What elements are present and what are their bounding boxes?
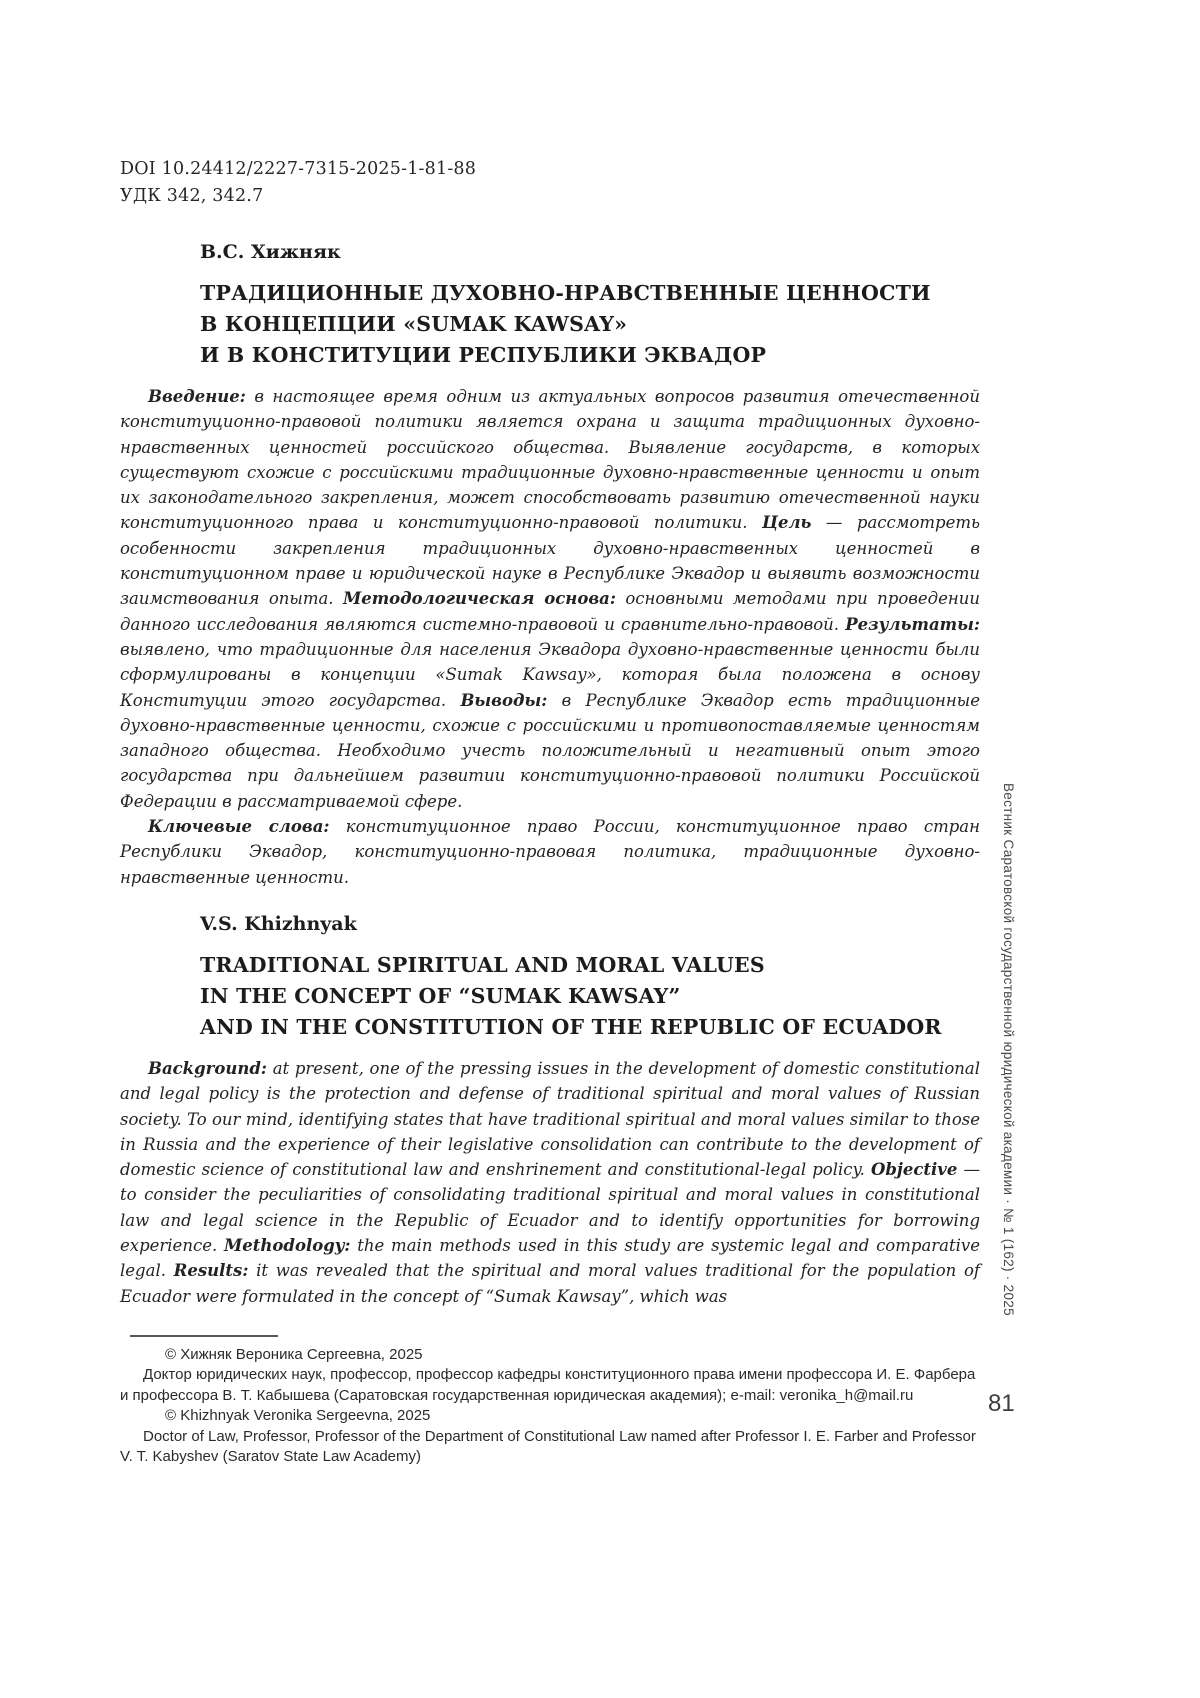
- article-page-content: [120, 156, 980, 1468]
- author-name-ru: В.С. Хижняк: [200, 241, 341, 263]
- author-name-en: V.S. Khizhnyak: [200, 912, 357, 935]
- keywords-ru: Ключевые слова: конституционное право России, конституционное право стран Республики Эквадор, конституционно-правовая политика, традиционные духовно-нравственные ценности.: [120, 817, 980, 887]
- article-title-en-line-3: AND IN THE CONSTITUTION OF THE REPUBLIC OF ECUADOR: [200, 1014, 942, 1039]
- article-title-ru-line-1: ТРАДИЦИОННЫЕ ДУХОВНО-НРАВСТВЕННЫЕ ЦЕННОСТИ: [200, 281, 931, 305]
- udk-line: УДК 342, 342.7: [120, 186, 264, 206]
- article-meta: [120, 156, 980, 210]
- footnote-bio-en: Doctor of Law, Professor, Professor of the Department of Constitutional Law named after Professor I. E. Farber and Professor V. T. Kabyshev (Saratov State Law Academy): [120, 1427, 976, 1466]
- abstract-en: Background: at present, one of the pressing issues in the development of domestic constitutional and legal policy is the protection and defense of traditional spiritual and moral values of Russian society. To our mind, identifying states that have traditional spiritual and moral values similar to those in Russia and the experience of their legislative consolidation can contribute to the development of domestic science of constitutional law and enshrinement and constitutional-legal policy. Objective — to consider the peculiarities of consolidating traditional spiritual and moral values in constitutional law and legal science in the Republic of Ecuador and to identify opportunities for borrowing experience. Methodology: the main methods used in this study are systemic legal and comparative legal. Results: it was revealed that the spiritual and moral values traditional for the population of Ecuador were formulated in the concept of “Sumak Kawsay”, which was: [120, 1058, 981, 1306]
- abstract-ru: Введение: в настоящее время одним из актуальных вопросов развития отечественной конституционно-правовой политики является охрана и защита традиционных духовно-нравственных ценностей российского общества. Выявление государств, в которых существуют схожие с российскими традиционные духовно-нравственные ценности и опыт их законодательного закрепления, может способствовать развитию отечественной науки конституционного права и конституционно-правовой политики. Цель — рассмотреть особенности закрепления традиционных духовно-нравственных ценностей в конституционном праве и юридической науке в Республике Эквадор и выявить возможности заимствования опыта. Методологическая основа: основными методами при проведении данного исследования являются системно-правовой и сравнительно-правовой. Результаты: выявлено, что традиционные для населения Эквадора духовно-нравственные ценности были сформулированы в концепции «Sumak Kawsay», которая была положена в основу Конституции этого государства. Выводы: в Республике Эквадор есть традиционные духовно-нравственные ценности, схожие с российскими и противопоставляемые ценностям западного общества. Необходимо учесть положительный и негативный опыт этого государства при дальнейшем развитии конституционно-правовой политики Российской Федерации в рассматриваемой сфере.: [120, 387, 981, 811]
- doi-line: DOI 10.24412/2227-7315-2025-1-81-88: [120, 159, 477, 179]
- article-title-en: [200, 950, 980, 1043]
- footnote-block: [120, 1335, 980, 1468]
- footnote-copyright-ru: © Хижняк Вероника Сергеевна, 2025: [165, 1345, 423, 1363]
- article-title-ru: [200, 278, 980, 371]
- page-number: 81: [988, 1390, 1015, 1417]
- footnote-bio-ru: Доктор юридических наук, профессор, профессор кафедры конституционного права имени профессора И. Е. Фарбера и профессора В. Т. Кабышева (Саратовская государственная юридическая академия); e-mail: veronika_h@mail.ru: [120, 1366, 976, 1404]
- journal-spine-text: Вестник Саратовской государственной юридической академии · № 1 (162) · 2025: [1001, 783, 1016, 1316]
- article-title-en-line-1: TRADITIONAL SPIRITUAL AND MORAL VALUES: [200, 952, 765, 977]
- article-title-ru-line-3: И В КОНСТИТУЦИИ РЕСПУБЛИКИ ЭКВАДОР: [200, 343, 767, 367]
- article-title-en-line-2: IN THE CONCEPT OF “SUMAK KAWSAY”: [200, 983, 681, 1008]
- footnote-copyright-en: © Khizhnyak Veronika Sergeevna, 2025: [165, 1407, 431, 1425]
- article-title-ru-line-2: В КОНЦЕПЦИИ «SUMAK KAWSAY»: [200, 312, 628, 336]
- footnote-divider: [130, 1335, 278, 1337]
